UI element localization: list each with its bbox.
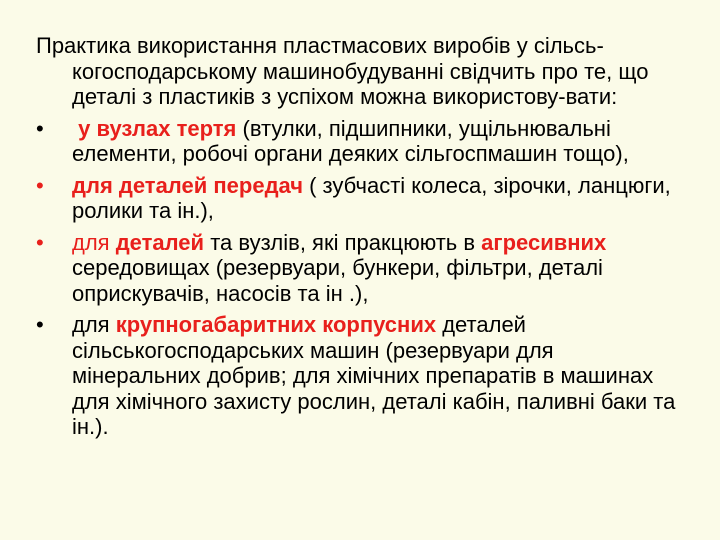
- bullet-text-pre: для: [72, 229, 116, 255]
- bullet-item-friction-units: [36, 116, 676, 167]
- bullet-item-transmission-parts: [36, 173, 676, 224]
- bullet-highlight: для деталей передач: [72, 172, 303, 198]
- bullet-text-pre: для: [72, 312, 116, 337]
- bullet-text-mid: та вузлів, які пракцюють в: [204, 229, 482, 255]
- slide-text-body: [36, 33, 676, 446]
- bullet-marker: •: [36, 172, 44, 198]
- bullet-marker: •: [36, 312, 44, 337]
- bullet-item-aggressive-environments: [36, 230, 676, 307]
- bullet-text: деталей сільськогосподарських машин (резервуари для мінеральних добрив; для хімічних препаратів в машинах для хімічного захисту рослин, деталі кабін, паливні баки та ін.).: [72, 312, 676, 439]
- intro-paragraph: Практика використання пластмасових виробів у сільсь-когосподарському машинобудуванні свідчить про те, що деталі з пластиків з успіхом можна використову-вати:: [36, 33, 649, 109]
- bullet-marker: •: [36, 115, 44, 141]
- bullet-highlight: деталей: [115, 229, 205, 255]
- bullet-item-large-housings: [36, 312, 676, 440]
- bullet-marker: •: [36, 229, 44, 255]
- bullet-text: середовищах (резервуари, бункери, фільтри, деталі оприскувачів, насосів та ін .),: [72, 255, 603, 306]
- bullet-highlight: крупногабаритних корпусних: [115, 312, 437, 337]
- bullet-highlight: у вузлах тертя: [78, 115, 237, 141]
- bullet-highlight-secondary: агресивних: [481, 229, 607, 255]
- bullet-text: ( зубчасті колеса, зірочки, ланцюги, ролики та ін.),: [72, 172, 671, 223]
- bullet-text: (втулки, підшипники, ущільнювальні елементи, робочі органи деяких сільгоспмашин тощо),: [72, 115, 629, 166]
